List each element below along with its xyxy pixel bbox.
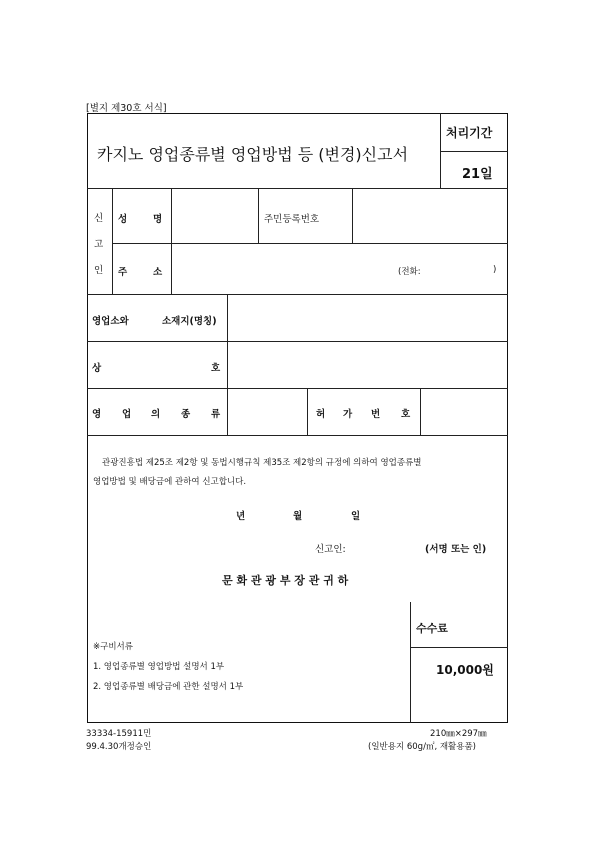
statement-line-2: 영업방법 및 배당금에 관하여 신고합니다. [93,477,247,487]
name-field[interactable] [173,190,256,241]
resident-id-label: 주민등록번호 [264,214,320,225]
processing-period: 21일 [462,167,493,182]
rule-fee-split [410,602,411,723]
rule-applicant-bottom [87,294,508,295]
rule-name-label [171,188,172,294]
type-label-5: 류 [211,409,221,420]
rule-id-label-left [258,188,259,243]
license-label-3: 번 [371,409,381,420]
date-day: 일 [351,511,361,522]
type-label-3: 의 [151,409,161,420]
type-label-4: 종 [181,409,191,420]
trade-name-field[interactable] [229,343,506,386]
document-item-2: 2. 영업종류별 배당금에 관한 설명서 1부 [93,682,244,692]
document-item-1: 1. 영업종류별 영업방법 설명서 1부 [93,662,225,672]
addressee: 문 화 관 광 부 장 관 귀 하 [222,574,349,587]
form-title: 카지노 영업종류별 영업방법 등 (변경)신고서 [97,145,409,164]
rule-office-bottom [87,341,508,342]
business-type-field[interactable] [229,390,305,433]
date-month: 월 [293,511,303,522]
rule-applicant-label [112,188,113,294]
rule-title-split [440,113,441,188]
license-label-1: 허 [316,409,326,420]
resident-id-field[interactable] [354,190,506,241]
applicant-char-1: 신 [94,213,104,224]
trade-label-2: 호 [211,363,221,374]
type-label-1: 영 [92,409,102,420]
license-label-2: 가 [343,409,353,420]
office-location-field[interactable] [229,296,506,339]
license-label-4: 호 [401,409,411,420]
applicant-char-2: 고 [94,239,104,250]
date-year: 년 [236,511,246,522]
footer-paper-size: 210㎜×297㎜ [430,729,487,739]
trade-label-1: 상 [92,363,102,374]
phone-label: (전화: [398,267,421,277]
applicant-char-3: 인 [94,265,104,276]
rule-license-label [420,388,421,435]
rule-trade-bottom [87,388,508,389]
processing-label: 처리기간 [446,126,493,140]
office-label-2: 소재지(명칭) [162,316,217,327]
footer-approval: 99.4.30개정승인 [86,742,152,752]
license-number-field[interactable] [422,390,506,433]
name-label-2: 명 [153,214,163,225]
footer-code: 33334-15911민 [86,729,152,739]
office-label-1: 영업소와 [92,316,129,327]
rule-processing [440,151,508,152]
fee-label: 수수료 [416,622,448,635]
signature-label: 신고인: [315,544,346,555]
statement-line-1: 관광진흥법 제25조 제2항 및 동법시행규칙 제35조 제2항의 규정에 의하여 영업종류별 [102,458,422,468]
rule-title-bottom [87,188,508,189]
rule-type-value [307,388,308,435]
address-label-2: 소 [153,267,163,278]
form-label: [별지 제30호 서식] [86,103,167,114]
phone-close: ) [493,265,497,275]
address-label-1: 주 [118,267,128,278]
fee-value: 10,000원 [436,663,494,677]
footer-paper-spec: (일반용지 60g/㎡, 재활용품) [368,742,477,752]
address-field[interactable] [173,245,506,292]
rule-business-label [227,294,228,435]
name-label-1: 성 [118,214,128,225]
signature-note: (서명 또는 인) [425,544,487,555]
rule-id-label-right [352,188,353,243]
documents-heading: ※구비서류 [93,642,133,652]
rule-fee [410,647,508,648]
type-label-2: 업 [122,409,132,420]
rule-type-bottom [87,435,508,436]
